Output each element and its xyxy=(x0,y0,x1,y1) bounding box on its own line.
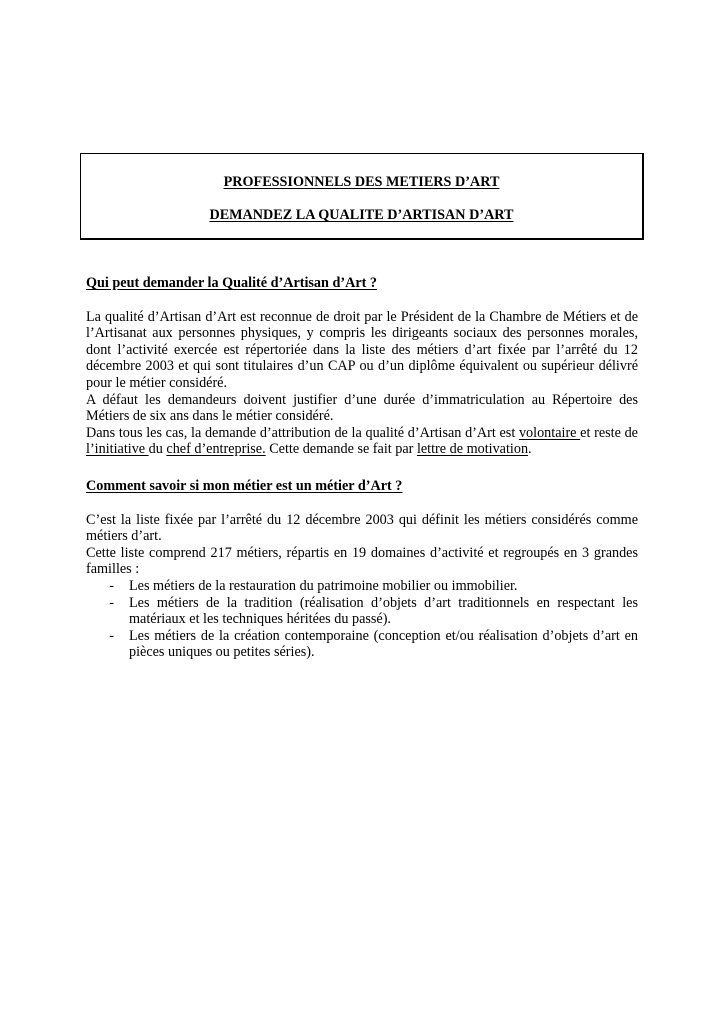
section-2-paragraph-2: Cette liste comprend 217 métiers, répartis en 19 domaines d’activité et regroupés en 3 grandes familles : xyxy=(86,544,638,578)
section-1-paragraph-3 xyxy=(86,425,638,458)
section-2-paragraph-1: C’est la liste fixée par l’arrêté du 12 décembre 2003 qui définit les métiers considérés comme métiers d’art. xyxy=(86,511,638,545)
title-line-2: DEMANDEZ LA QUALITE D’ARTISAN D’ART xyxy=(209,207,514,223)
section-1-paragraph-1: La qualité d’Artisan d’Art est reconnue de droit par le Président de la Chambre de Métiers et de l’Artisanat aux personnes physiques, y compris les dirigeants sociaux des personnes morales, dont l’activité exercée est répertoriée dans la liste des métiers d’art fixée par l’arrêté du 12 décembre 2003 et qui sont titulaires d’un CAP ou d’un diplôme équivalent ou supérieur délivré pour le métier considéré. xyxy=(86,308,638,391)
para3-text-4: Cette demande se fait par xyxy=(265,441,417,458)
list-item xyxy=(86,595,638,628)
section-2-heading: Comment savoir si mon métier est un métier d’Art ? xyxy=(86,477,403,494)
families-list xyxy=(86,578,638,661)
list-item xyxy=(86,628,638,661)
list-dash: - xyxy=(109,577,114,594)
list-dash: - xyxy=(109,627,114,644)
list-item-text: Les métiers de la restauration du patrimoine mobilier ou immobilier. xyxy=(129,577,518,594)
lettre-motivation-underlined: lettre de motivation xyxy=(416,441,529,458)
title-box xyxy=(80,153,644,240)
para3-text-1: Dans tous les cas, la demande d’attribution de la qualité d’Artisan d’Art est xyxy=(86,424,519,441)
section-1-heading: Qui peut demander la Qualité d’Artisan d’Art ? xyxy=(86,275,377,291)
section-1-paragraph-2: A défaut les demandeurs doivent justifier d’une durée d’immatriculation au Répertoire des Métiers de six ans dans le métier considéré. xyxy=(86,391,638,425)
document-body xyxy=(86,275,638,661)
list-item-text: Les métiers de la tradition (réalisation d’objets d’art traditionnels en respectant les matériaux et les techniques héritées du passé). xyxy=(129,594,638,628)
chef-entreprise-underlined: chef d’entreprise. xyxy=(166,441,266,458)
title-line-1: PROFESSIONNELS DES METIERS D’ART xyxy=(223,174,500,190)
list-dash: - xyxy=(109,594,114,611)
initiative-underlined: l’initiative xyxy=(86,441,149,458)
para3-text-5: . xyxy=(528,441,532,458)
para3-text-3: du xyxy=(148,441,167,458)
volontaire-underlined: volontaire xyxy=(518,424,581,441)
para3-text-2: et reste de xyxy=(580,424,638,441)
list-item xyxy=(86,578,638,595)
list-item-text: Les métiers de la création contemporaine (conception et/ou réalisation d’objets d’art en pièces uniques ou petites séries). xyxy=(129,627,638,661)
